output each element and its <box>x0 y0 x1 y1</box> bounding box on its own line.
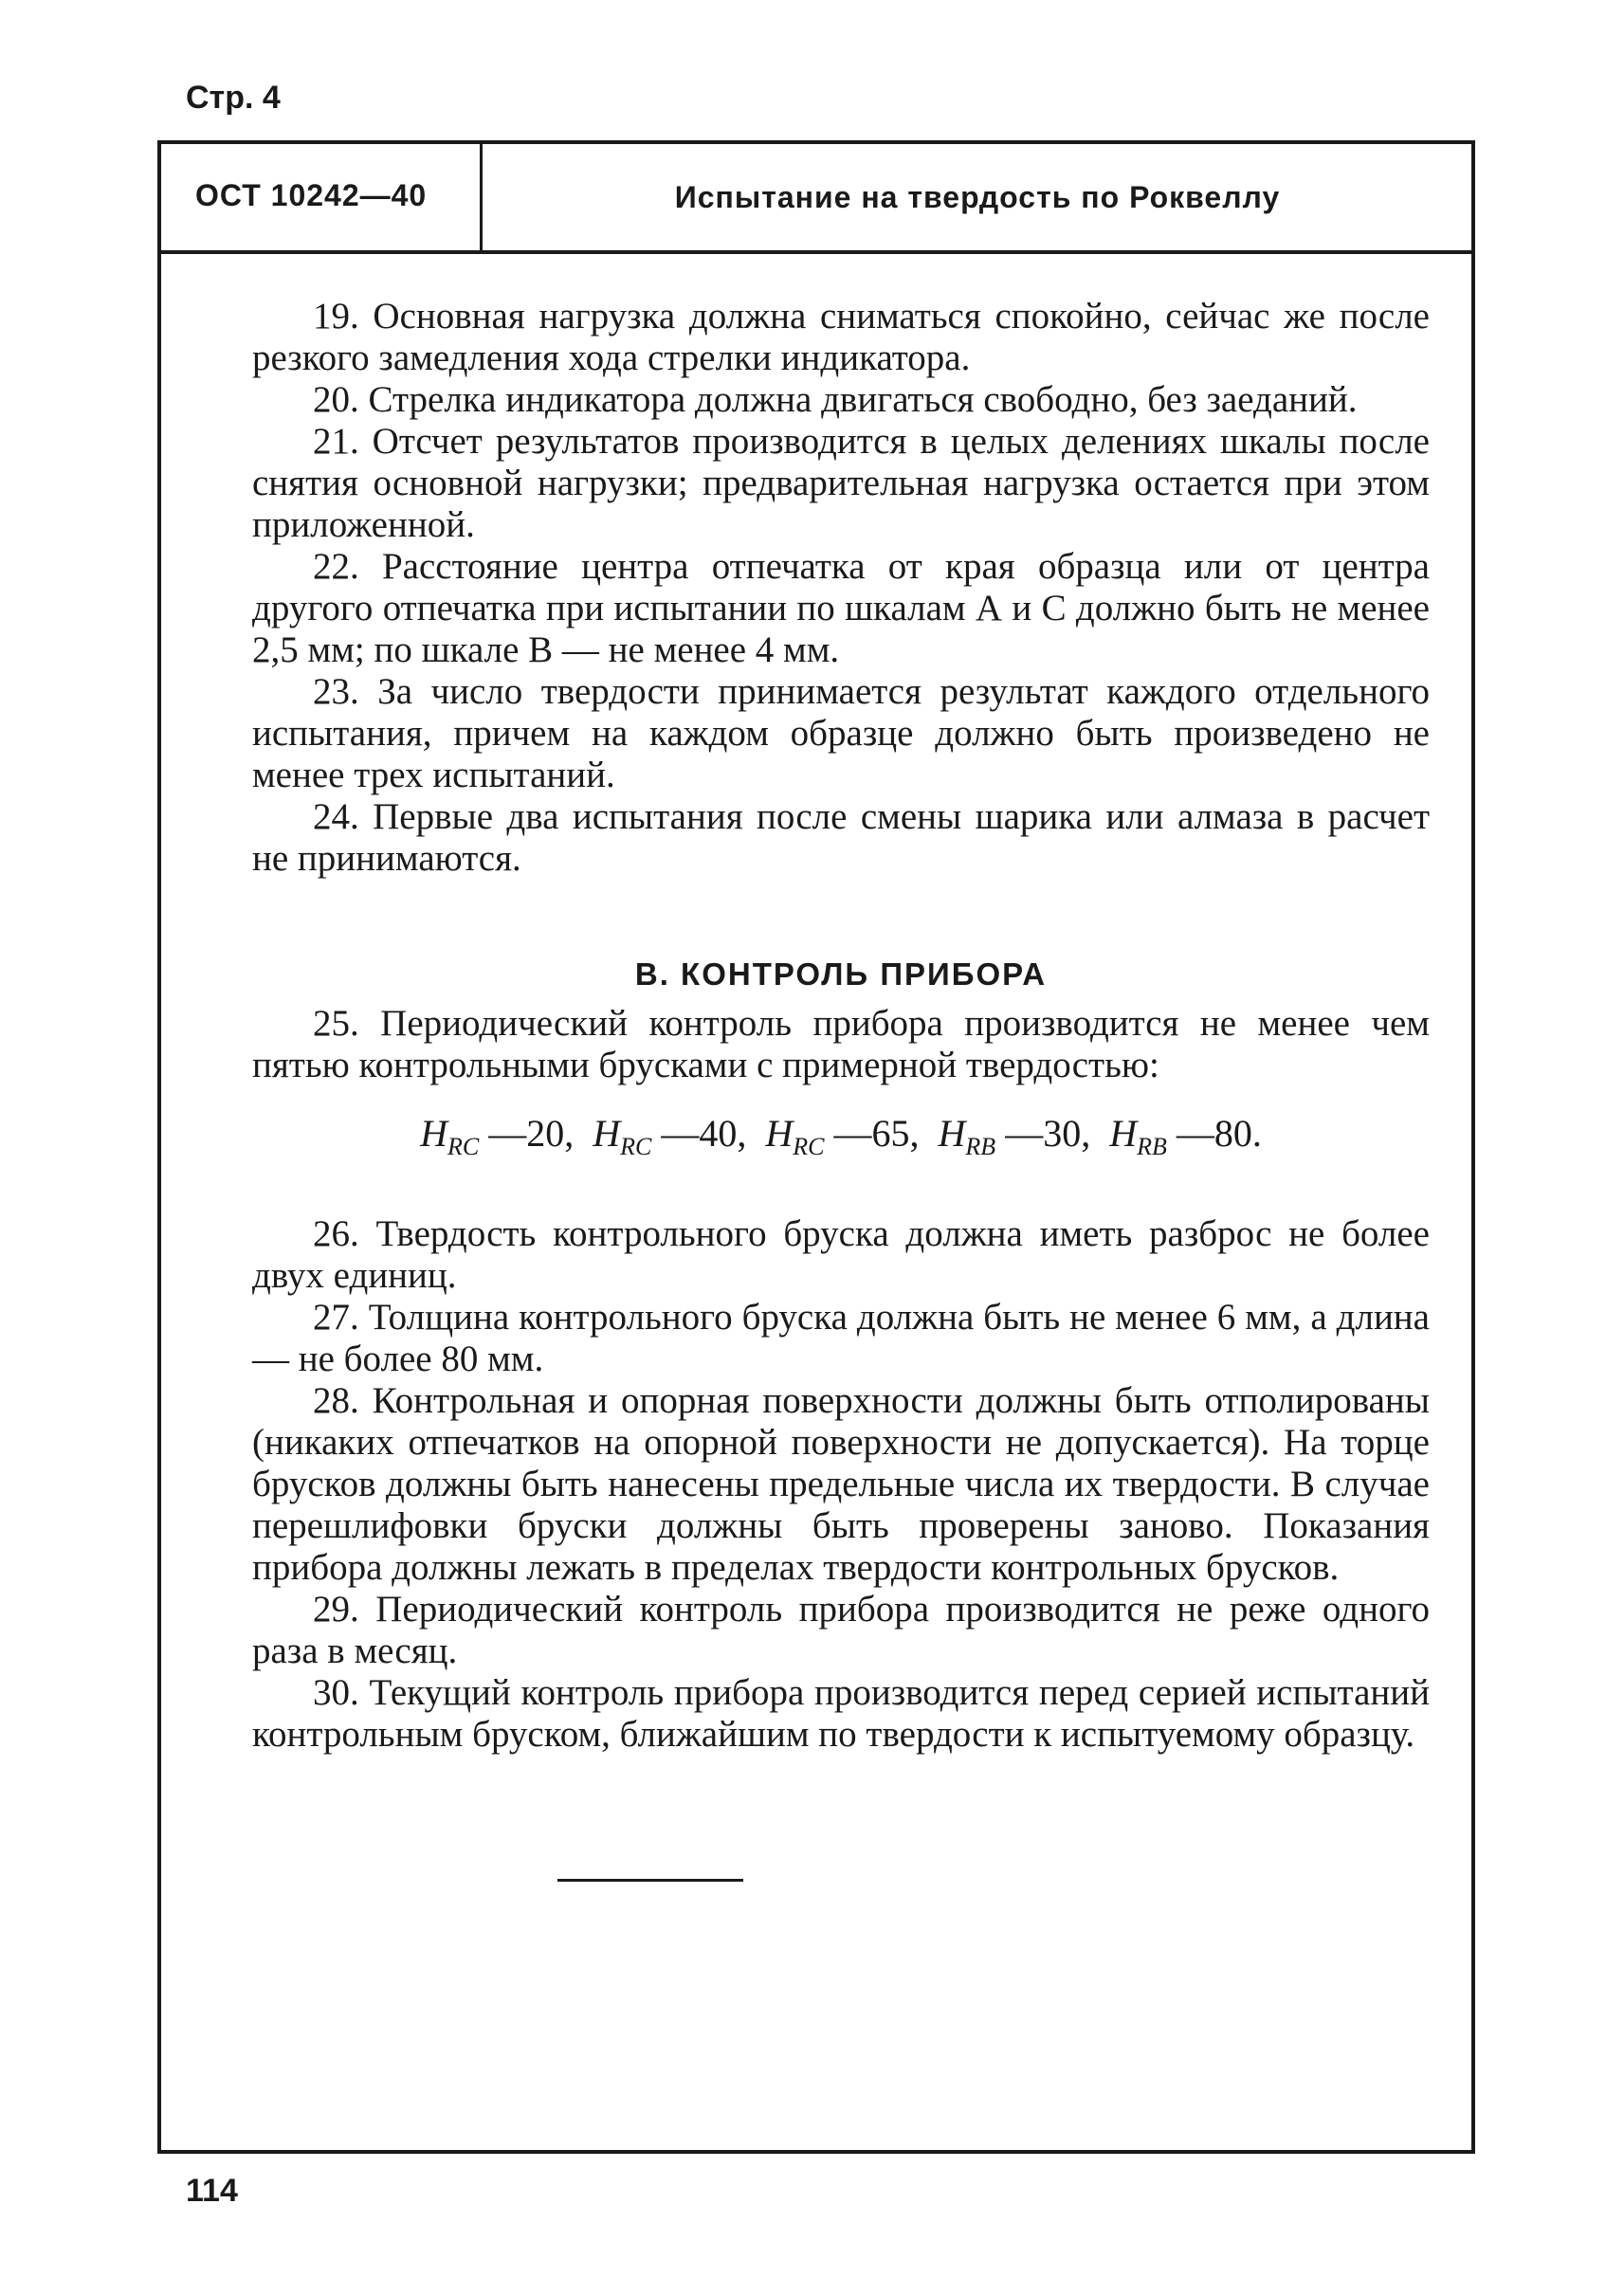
page-label: Стр. 4 <box>186 80 281 116</box>
formula-term: $H_{RC}$ —65, <box>765 1112 920 1160</box>
formula-term: $H_{RB}$ —80. <box>1109 1112 1262 1160</box>
paragraph-19: 19. Основная нагрузка должна сниматься спокойно, сейчас же после резкого замедления хода стрелки индикатора. <box>252 296 1430 378</box>
paragraph-29: 29. Периодический контроль прибора производится не реже одного раза в месяц. <box>252 1589 1430 1671</box>
section-heading: В. КОНТРОЛЬ ПРИБОРА <box>634 956 1048 992</box>
paragraph-28: 28. Контрольная и опорная поверхности должны быть отполированы (никаких отпечатков на опорной поверхности не допускается). На торце брусков должны быть нанесены предельные числа их твердости. В случае перешлифовки бруски должны быть проверены заново. Показания прибора должны лежать в пределах твердости контрольных брусков. <box>252 1380 1430 1588</box>
document-header <box>161 144 1471 254</box>
formula-term: $H_{RC}$ —20, <box>420 1112 575 1160</box>
paragraph-22: 22. Расстояние центра отпечатка от края образца или от центра другого отпечатка при испытании по шкалам А и С должно быть не менее 2,5 мм; по шкале В — не менее 4 мм. <box>252 546 1430 670</box>
paragraph-21: 21. Отсчет результатов производится в целых делениях шкалы после снятия основной нагрузки; предварительная нагрузка остается при этом приложенной. <box>252 421 1430 545</box>
paragraph-26: 26. Твердость контрольного бруска должна иметь разброс не более двух единиц. <box>252 1213 1430 1296</box>
document-body <box>252 296 1430 1756</box>
formula-term: $H_{RB}$ —30, <box>938 1112 1091 1160</box>
paragraph-30: 30. Текущий контроль прибора производится перед серией испытаний контрольным бруском, ближайшим по твердости к испытуемому образцу. <box>252 1672 1430 1755</box>
end-rule <box>557 1879 743 1882</box>
paragraph-25: 25. Периодический контроль прибора производится не менее чем пятью контрольными брусками с примерной твердостью: <box>252 1003 1430 1085</box>
header-divider <box>480 144 483 250</box>
standard-code: ОСТ 10242—40 <box>195 178 428 212</box>
formula-term: $H_{RC}$ —40, <box>593 1112 747 1160</box>
paragraph-20: 20. Стрелка индикатора должна двигаться свободно, без заеданий. <box>313 379 1358 420</box>
paragraph-27: 27. Толщина контрольного бруска должна быть не менее 6 мм, а длина — не более 80 мм. <box>252 1297 1430 1379</box>
paragraph-24: 24. Первые два испытания после смены шарика или алмаза в расчет не принимаются. <box>252 796 1430 879</box>
page-frame <box>157 140 1475 2154</box>
hardness-formula <box>252 1113 1430 1168</box>
paragraph-23: 23. За число твердости принимается результат каждого отдельного испытания, причем на каждом образце должно быть произведено не менее трех испытаний. <box>252 671 1430 795</box>
page-number: 114 <box>186 2173 238 2209</box>
document-title: Испытание на твердость по Роквеллу <box>674 180 1281 214</box>
section-gap <box>252 880 1430 954</box>
